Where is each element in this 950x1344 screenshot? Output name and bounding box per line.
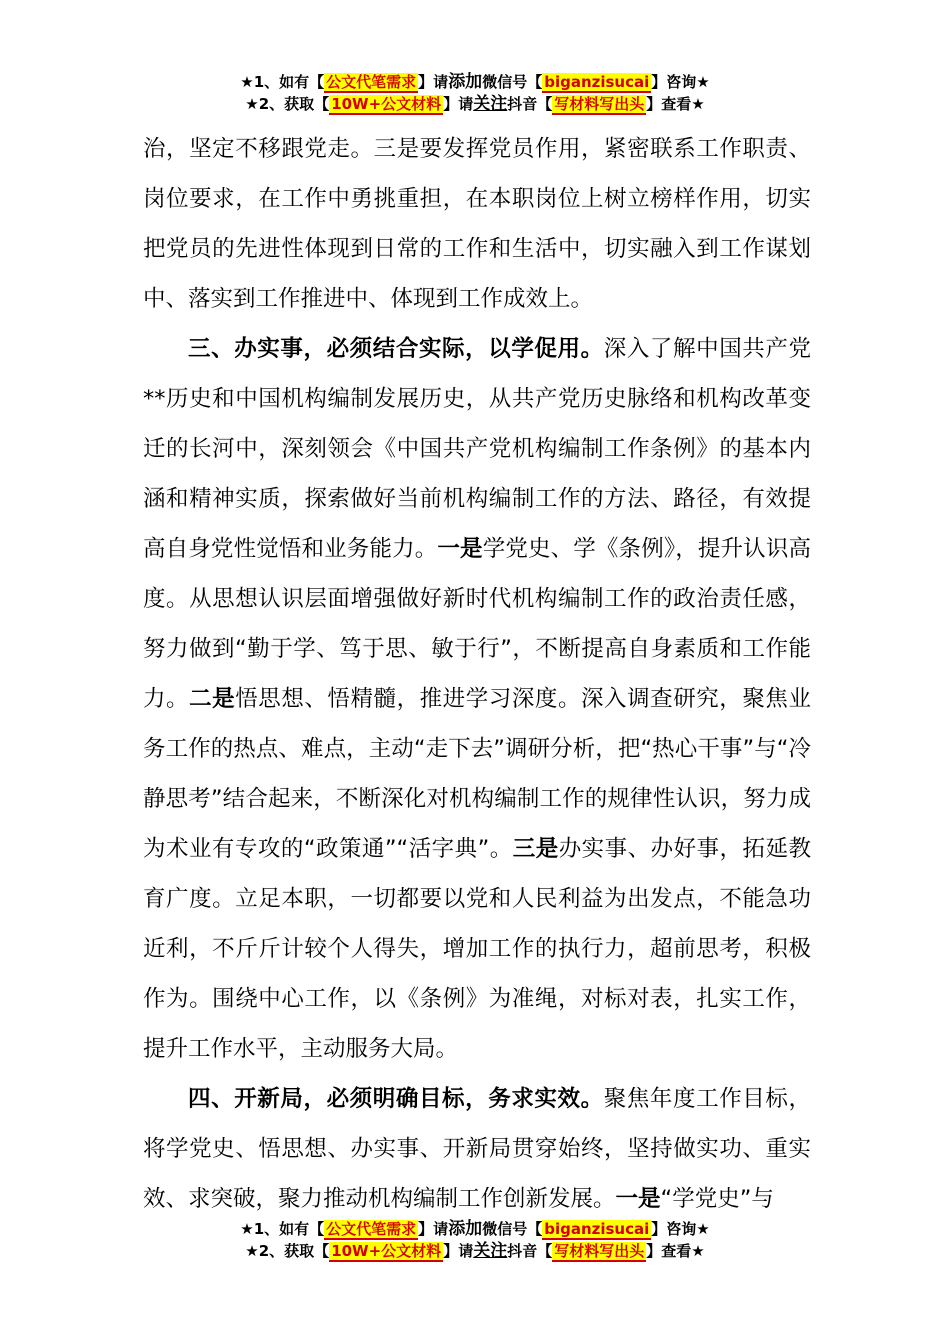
promo-banner-top — [0, 71, 950, 115]
highlight-douyin: 写材料写出头 — [554, 1242, 645, 1260]
promo-line-2: ★2、获取【 10W+公文材料 】请关注抖音【 写材料写出头 】查看★ — [245, 1241, 705, 1261]
highlight-materials: 10W+公文材料 — [331, 95, 442, 113]
highlight-materials: 10W+公文材料 — [331, 1242, 442, 1260]
section-3-heading: 三、办实事，必须结合实际，以学促用。 — [188, 336, 604, 362]
section-4-heading: 四、开新局，必须明确目标，务求实效。 — [188, 1086, 604, 1112]
highlight-douyin: 写材料写出头 — [554, 95, 645, 113]
paragraph-section-4: 四、开新局，必须明确目标，务求实效。聚焦年度工作目标，将学党史、悟思想、办实事、开新局贯穿始终，坚持做实功、重实效、求突破，聚力推动机构编制工作创新发展。一是“学党史”与 — [143, 1086, 811, 1212]
highlight-wechat-id: biganzisucai — [544, 1220, 650, 1238]
highlight-service: 公文代笔需求 — [326, 1220, 417, 1238]
highlight-service: 公文代笔需求 — [326, 73, 417, 91]
promo-banner-bottom — [0, 1218, 950, 1262]
document-body — [143, 124, 811, 1224]
paragraph-section-3: 三、办实事，必须结合实际，以学促用。深入了解中国共产党**历史和中国机构编制发展历史，从共产党历史脉络和机构改革变迁的长河中，深刻领会《中国共产党机构编制工作条例》的基本内涵和精神实质，探索做好当前机构编制工作的方法、路径，有效提高自身党性觉悟和业务能力。一是学党史、学《条例》，提升认识高度。从思想认识层面增强做好新时代机构编制工作的政治责任感，努力做到“勤于学、笃于思、敏于行”，不断提高自身素质和工作能力。二是悟思想、悟精髓，推进学习深度。深入调查研究，聚焦业务工作的热点、难点，主动“走下去”调研分析，把“热心干事”与“冷静思考”结合起来，不断深化对机构编制工作的规律性认识，努力成为术业有专攻的“政策通”“活字典”。三是办实事、办好事，拓延教育广度。立足本职，一切都要以党和人民利益为出发点，不能急功近利，不斤斤计较个人得失，增加工作的执行力，超前思考，积极作为。围绕中心工作，以《条例》为准绳，对标对表，扎实工作，提升工作水平，主动服务大局。 — [143, 336, 811, 1062]
promo-line-2: ★2、获取【 10W+公文材料 】请关注抖音【 写材料写出头 】查看★ — [245, 94, 705, 114]
promo-line-1: ★1、如有【 公文代笔需求 】请添加微信号【 biganzisucai 】咨询★ — [240, 72, 710, 92]
highlight-wechat-id: biganzisucai — [544, 73, 650, 91]
paragraph-continuation: 治，坚定不移跟党走。三是要发挥党员作用，紧密联系工作职责、岗位要求，在工作中勇挑重担，在本职岗位上树立榜样作用，切实把党员的先进性体现到日常的工作和生活中，切实融入到工作谋划中、落实到工作推进中、体现到工作成效上。 — [143, 136, 811, 312]
promo-line-1: ★1、如有【 公文代笔需求 】请添加微信号【 biganzisucai 】咨询★ — [240, 1219, 710, 1239]
